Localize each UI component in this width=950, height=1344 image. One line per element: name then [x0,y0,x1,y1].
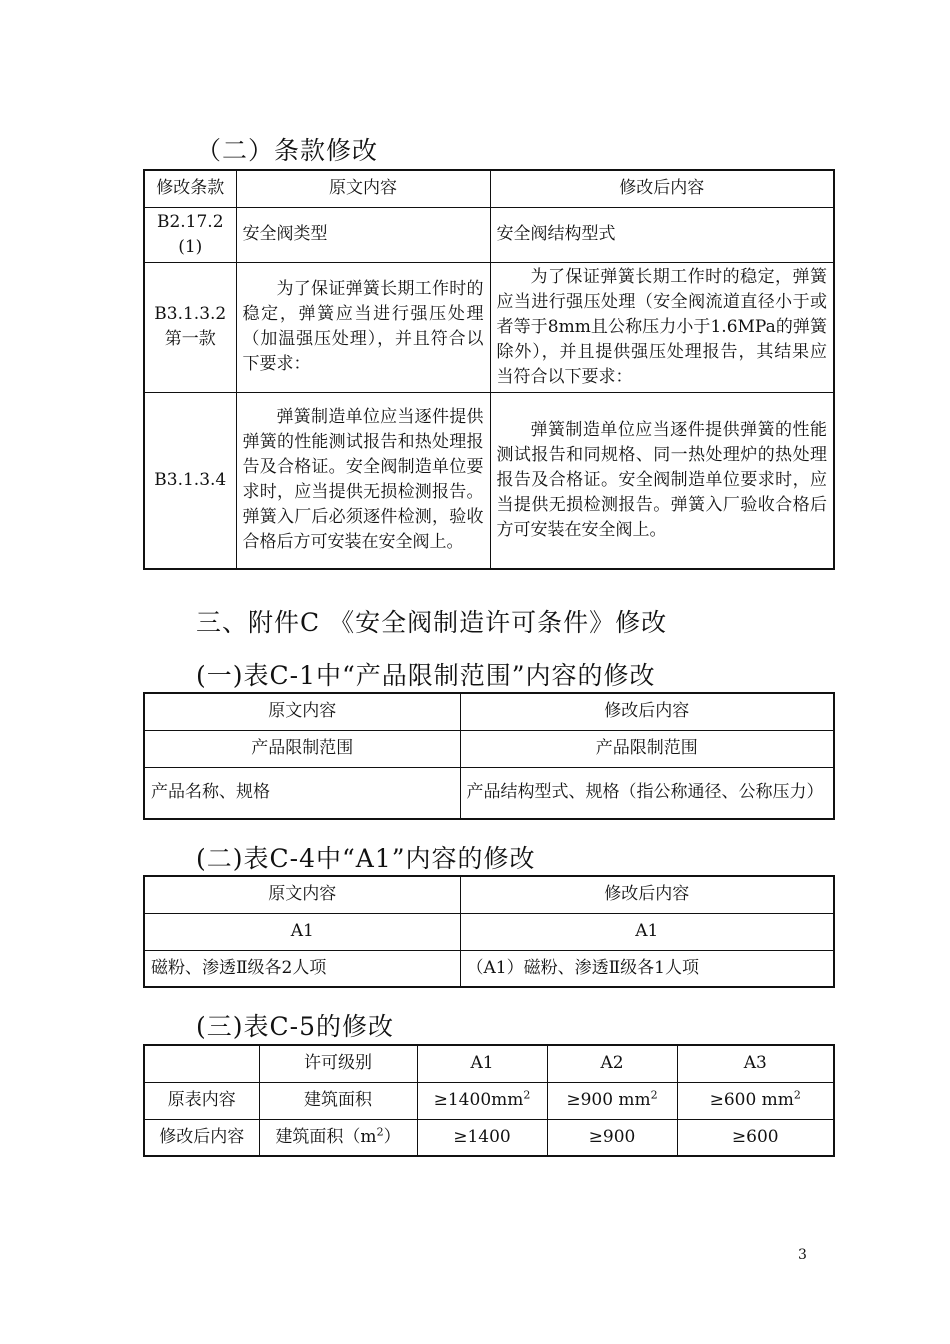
header-blank [144,1045,259,1082]
header-clause: 修改条款 [144,170,236,207]
original-text-cell: 为了保证弹簧长期工作时的稳定，弹簧应当进行强压处理（加温强压处理），并且符合以下要求： [236,262,490,392]
table-row [144,1082,834,1119]
header-modified: 修改后内容 [460,693,834,730]
section-title-clause-modification: （二）条款修改 [196,136,379,165]
cell-original: 产品名称、规格 [144,767,460,819]
cell-item [259,1119,417,1156]
cell-a2: ≥900 [547,1119,677,1156]
table-c1-modification [143,692,835,820]
clause-modification-table [143,169,835,570]
table-row [144,730,834,767]
row-label-modified: 修改后内容 [144,1119,259,1156]
item-text: 建筑面积（m [275,1126,377,1147]
cell-a3: ≥600 [677,1119,834,1156]
table-header-row [144,1045,834,1082]
clause-number: B3.1.3.2 [154,304,227,324]
header-original: 原文内容 [144,876,460,913]
clause-number: B3.1.3.4 [154,469,227,490]
superscript: 2 [650,1088,658,1102]
table-header-row [144,693,834,730]
cell-original: 磁粉、渗透Ⅱ级各2人项 [144,950,460,987]
superscript: 2 [793,1088,801,1102]
header-original: 原文内容 [236,170,490,207]
row-label-original: 原表内容 [144,1082,259,1119]
cell-modified: A1 [460,913,834,950]
header-a2: A2 [547,1045,677,1082]
superscript: 2 [523,1088,531,1102]
table-row [144,262,834,392]
modified-text-cell: 弹簧制造单位应当逐件提供弹簧的性能测试报告和同规格、同一热处理炉的热处理报告及合格证。安全阀制造单位要求时，应当提供无损检测报告。弹簧入厂验收合格后方可安装在安全阀上。 [490,392,834,569]
cell-modified: （A1）磁粉、渗透Ⅱ级各1人项 [460,950,834,987]
table-c4-modification [143,875,835,988]
clause-cell [144,262,236,392]
subsection-c1-title: (一)表C-1中“产品限制范围”内容的修改 [196,661,656,690]
original-text-cell: 安全阀类型 [236,207,490,262]
clause-cell [144,392,236,569]
table-row [144,913,834,950]
clause-subnumber: 第一款 [164,329,216,349]
cell-a3 [677,1082,834,1119]
cell-item: 建筑面积 [259,1082,417,1119]
section-three-title: 三、附件C 《安全阀制造许可条件》修改 [196,608,668,637]
clause-cell [144,207,236,262]
header-a3: A3 [677,1045,834,1082]
table-header-row [144,876,834,913]
table-row [144,767,834,819]
header-license-level: 许可级别 [259,1045,417,1082]
header-a1: A1 [417,1045,547,1082]
header-modified: 修改后内容 [460,876,834,913]
table-row [144,392,834,569]
page-number: 3 [798,1247,807,1263]
cell-a2 [547,1082,677,1119]
cell-modified: 产品限制范围 [460,730,834,767]
cell-original: 产品限制范围 [144,730,460,767]
original-text-cell: 弹簧制造单位应当逐件提供弹簧的性能测试报告和热处理报告及合格证。安全阀制造单位要求时，应当提供无损检测报告。弹簧入厂后必须逐件检测，验收合格后方可安装在安全阀上。 [236,392,490,569]
modified-text-cell: 安全阀结构型式 [490,207,834,262]
header-modified: 修改后内容 [490,170,834,207]
header-original: 原文内容 [144,693,460,730]
table-row [144,207,834,262]
value-a3: ≥600 mm [709,1090,794,1110]
item-close-paren: ） [383,1126,401,1147]
subsection-c4-title: (二)表C-4中“A1”内容的修改 [196,844,536,873]
modified-text-cell: 为了保证弹簧长期工作时的稳定，弹簧应当进行强压处理（安全阀流道直径小于或者等于8mm且公称压力小于1.6MPa的弹簧除外），并且提供强压处理报告，其结果应当符合以下要求： [490,262,834,392]
value-a2: ≥900 mm [566,1090,651,1110]
clause-subnumber: (1) [178,236,203,257]
superscript: 2 [376,1125,384,1139]
subsection-c5-title: (三)表C-5的修改 [196,1012,394,1041]
cell-modified: 产品结构型式、规格（指公称通径、公称压力） [460,767,834,819]
cell-original: A1 [144,913,460,950]
clause-number: B2.17.2 [156,211,224,232]
table-c5-modification [143,1044,835,1157]
cell-a1 [417,1082,547,1119]
table-row [144,1119,834,1156]
table-header-row [144,170,834,207]
cell-a1: ≥1400 [417,1119,547,1156]
value-a1: ≥1400mm [433,1090,524,1110]
table-row [144,950,834,987]
